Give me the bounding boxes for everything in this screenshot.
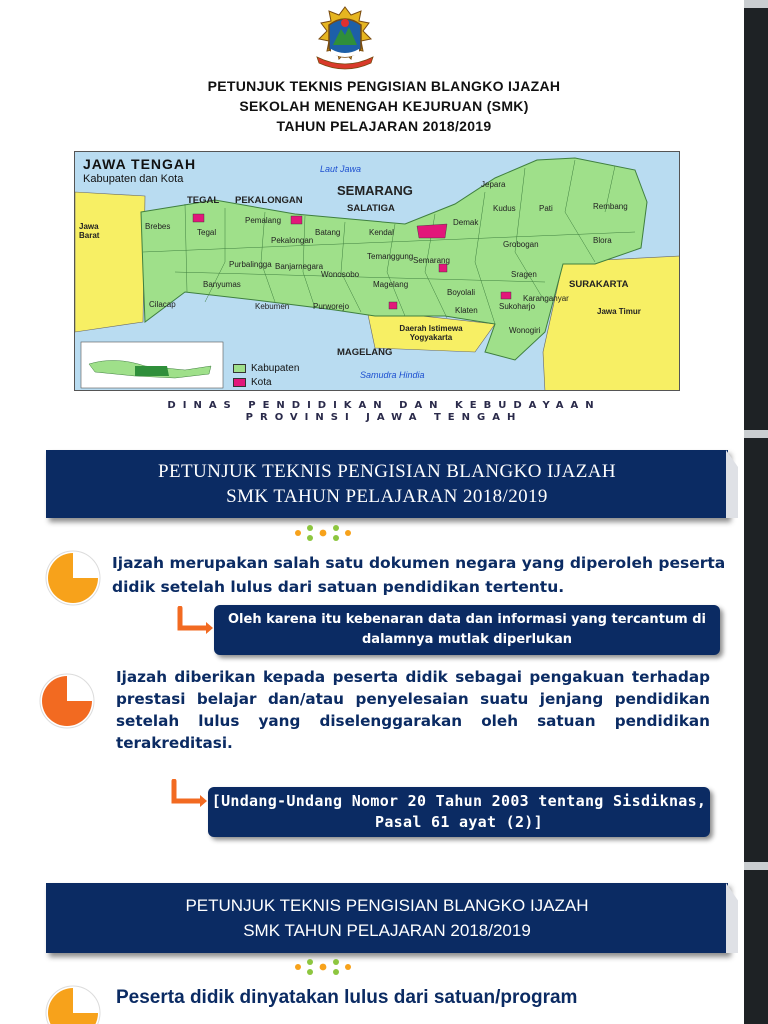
agency-line-1: DINAS PENDIDIKAN DAN KEBUDAYAAN <box>167 400 601 411</box>
banner-line-1: PETUNJUK TEKNIS PENGISIAN BLANGKO IJAZAH <box>158 461 616 482</box>
neighbor-label-east: Jawa Timur <box>597 307 641 316</box>
regency-label: Kudus <box>493 204 516 213</box>
regency-label: Purbalingga <box>229 260 272 269</box>
regency-label: Wonogiri <box>509 326 541 335</box>
regency-label: Sukoharjo <box>499 302 536 311</box>
regency-label: Demak <box>453 218 479 227</box>
regency-label: Cilacap <box>149 300 176 309</box>
city-label-surakarta: SURAKARTA <box>569 279 629 290</box>
regency-label: Rembang <box>593 202 628 211</box>
regency-label: Pati <box>539 204 553 213</box>
legend-kota <box>233 377 272 388</box>
city-label-tegal: TEGAL <box>187 195 220 206</box>
neighbor-label-diy: Daerah Istimewa Yogyakarta <box>399 324 463 342</box>
pie-bullet-icon <box>44 984 102 1024</box>
regency-label: Banjarnegara <box>275 262 324 271</box>
regency-label: Karanganyar <box>523 294 569 303</box>
regency-label: Kebumen <box>255 302 290 311</box>
paragraph-ijazah-recognition: Ijazah diberikan kepada peserta didik sebagai pengakuan terhadap prestasi belajar dan/atau penyelesaian suatu jenjang pendidikan setelah lulus yang diselenggarakan oleh satuan pendidikan terakreditasi. <box>116 668 710 752</box>
regency-label: Pemalang <box>245 216 282 225</box>
banner-line-1: PETUNJUK TEKNIS PENGISIAN BLANGKO IJAZAH <box>185 896 589 915</box>
regency-label: Jepara <box>481 180 506 189</box>
decorative-dots-icon <box>290 956 356 978</box>
sea-label-north: Laut Jawa <box>320 164 362 174</box>
central-java-map <box>74 151 680 391</box>
regency-label: Wonosobo <box>321 270 360 279</box>
title-line-3: TAHUN PELAJARAN 2018/2019 <box>276 118 492 134</box>
section-banner <box>46 883 728 953</box>
regency-label: Brebes <box>145 222 171 231</box>
legend-swatch <box>233 364 246 373</box>
regency-label: Sragen <box>511 270 537 279</box>
pie-bullet-icon <box>38 672 96 730</box>
regency-label: Tegal <box>197 228 217 237</box>
regency-label: Boyolali <box>447 288 476 297</box>
legend-swatch <box>233 378 246 387</box>
map-title: JAWA TENGAH <box>83 156 197 172</box>
banner-fold <box>726 883 738 953</box>
document-title <box>0 76 768 136</box>
arrow-bullet-icon <box>176 606 214 636</box>
sea-label-south: Samudra Hindia <box>360 370 425 380</box>
city-label-salatiga: SALATIGA <box>347 203 395 214</box>
paragraph-graduation: Peserta didik dinyatakan lulus dari satuan/program <box>116 987 578 1008</box>
city-label-semarang: SEMARANG <box>337 183 413 198</box>
regency-label: Kendal <box>369 228 394 237</box>
legend-label: Kota <box>251 377 272 388</box>
regency-label: Klaten <box>455 306 478 315</box>
paragraph-ijazah-definition: Ijazah merupakan salah satu dokumen negara yang diperoleh peserta didik setelah lulus dari satuan pendidikan tertentu. <box>112 554 726 596</box>
agency-line-2: PROVINSI JAWA TENGAH <box>245 412 523 423</box>
right-edge-strip <box>744 0 768 1024</box>
title-line-2: SEKOLAH MENENGAH KEJURUAN (SMK) <box>239 98 529 114</box>
banner-fold <box>726 450 738 518</box>
title-line-1: PETUNJUK TEKNIS PENGISIAN BLANGKO IJAZAH <box>207 78 561 94</box>
regency-label: Pekalongan <box>271 236 314 245</box>
city-label-magelang: MAGELANG <box>337 347 393 358</box>
regency-label: Magelang <box>373 280 409 289</box>
arrow-bullet-icon <box>170 779 208 809</box>
note-box-law-reference: [Undang-Undang Nomor 20 Tahun 2003 tentang Sisdiknas, Pasal 61 ayat (2)] <box>208 787 710 837</box>
city-label-pekalongan: PEKALONGAN <box>235 195 303 206</box>
map-subtitle: Kabupaten dan Kota <box>83 173 184 185</box>
regency-label: Purworejo <box>313 302 350 311</box>
regency-label: Grobogan <box>503 240 539 249</box>
decorative-dots-icon <box>290 522 356 544</box>
regency-label: Batang <box>315 228 341 237</box>
banner-line-2: SMK TAHUN PELAJARAN 2018/2019 <box>243 921 531 940</box>
banner-line-2: SMK TAHUN PELAJARAN 2018/2019 <box>226 486 548 507</box>
pie-bullet-icon <box>44 549 102 607</box>
neighbor-label-west: Jawa Barat <box>79 222 100 240</box>
section-banner <box>46 450 728 518</box>
regency-label: Banyumas <box>203 280 241 289</box>
regency-label: Semarang <box>413 256 450 265</box>
legend-kabupaten <box>233 363 299 374</box>
regency-label: Blora <box>593 236 612 245</box>
legend-label: Kabupaten <box>251 363 300 374</box>
province-emblem-icon <box>311 5 379 71</box>
note-box-data-accuracy: Oleh karena itu kebenaran data dan informasi yang tercantum di dalamnya mutlak diperlukan <box>214 605 720 655</box>
regency-label: Temanggung <box>367 252 414 261</box>
